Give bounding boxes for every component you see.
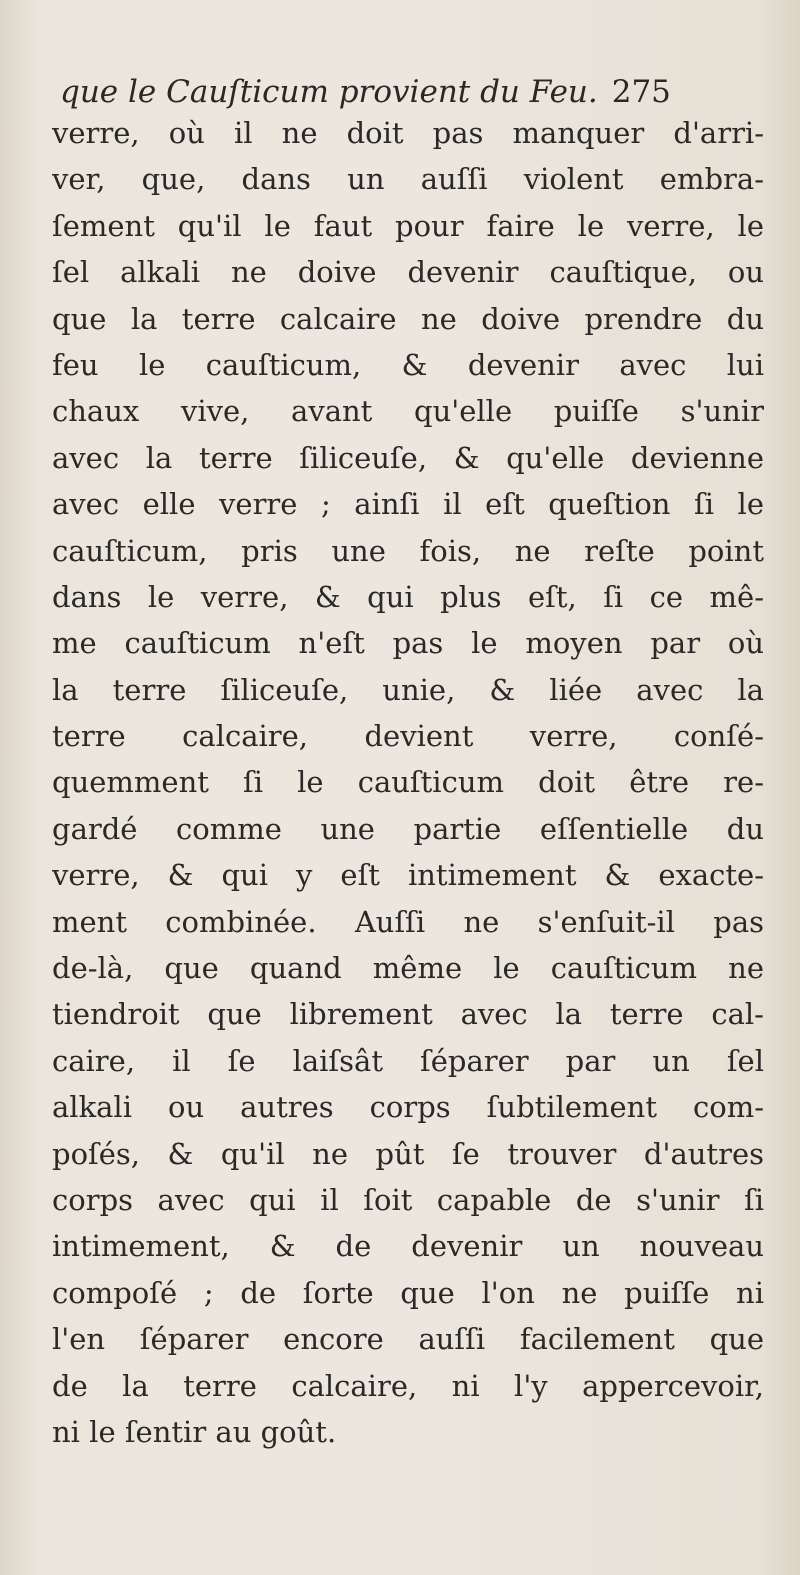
text-line: ver, que, dans un auſſi violent embra- — [52, 162, 764, 197]
text-line: chaux vive, avant qu'elle puiſſe s'unir — [52, 394, 764, 429]
text-line: compoſé ; de ſorte que l'on ne puiſſe ni — [52, 1275, 764, 1310]
text-line: ſel alkali ne doive devenir cauſtique, ou — [52, 255, 764, 290]
text-line: corps avec qui il ſoit capable de s'unir ſi — [52, 1182, 764, 1217]
text-line: poſés, & qu'il ne pût ſe trouver d'autres — [52, 1136, 764, 1171]
text-line: la terre ſiliceuſe, unie, & liée avec la — [52, 672, 764, 707]
text-line: ni le ſentir au goût. — [52, 1414, 337, 1449]
text-line: avec elle verre ; ainſi il eſt queſtion ſi le — [52, 487, 764, 522]
body-text — [52, 110, 764, 1455]
text-line: de la terre calcaire, ni l'y appercevoir, — [52, 1368, 764, 1403]
text-line: que la terre calcaire ne doive prendre du — [52, 301, 764, 336]
text-line: gardé comme une partie eſſentielle du — [52, 811, 764, 846]
text-line: cauſticum, pris une fois, ne reſte point — [52, 533, 764, 568]
text-line: verre, & qui y eſt intimement & exacte- — [52, 858, 764, 893]
text-line: l'en ſéparer encore auſſi facilement que — [52, 1322, 764, 1357]
text-line: me cauſticum n'eſt pas le moyen par où — [52, 626, 764, 661]
text-line: quemment ſi le cauſticum doit être re- — [52, 765, 764, 800]
text-line: verre, où il ne doit pas manquer d'arri- — [52, 116, 764, 150]
text-line: de-là, que quand même le cauſticum ne — [52, 951, 764, 986]
text-line: alkali ou autres corps ſubtilement com- — [52, 1090, 764, 1125]
text-line: feu le cauſticum, & devenir avec lui — [52, 347, 764, 382]
text-line: intimement, & de devenir un nouveau — [52, 1229, 764, 1264]
text-line: caire, il ſe laiſsât ſéparer par un ſel — [52, 1043, 764, 1078]
page-number: 275 — [611, 74, 671, 110]
text-line: tiendroit que librement avec la terre cal- — [52, 997, 764, 1032]
running-head-title: que le Cauſticum provient du Feu. — [60, 74, 598, 110]
running-head — [60, 74, 760, 110]
text-line: terre calcaire, devient verre, conſé- — [52, 719, 764, 754]
text-line: dans le verre, & qui plus eſt, ſi ce mê- — [52, 579, 764, 614]
text-line: ment combinée. Auſſi ne s'enſuit-il pas — [52, 904, 764, 939]
text-line: avec la terre ſiliceuſe, & qu'elle devienne — [52, 440, 764, 475]
text-line: ſement qu'il le faut pour faire le verre, le — [52, 208, 764, 243]
